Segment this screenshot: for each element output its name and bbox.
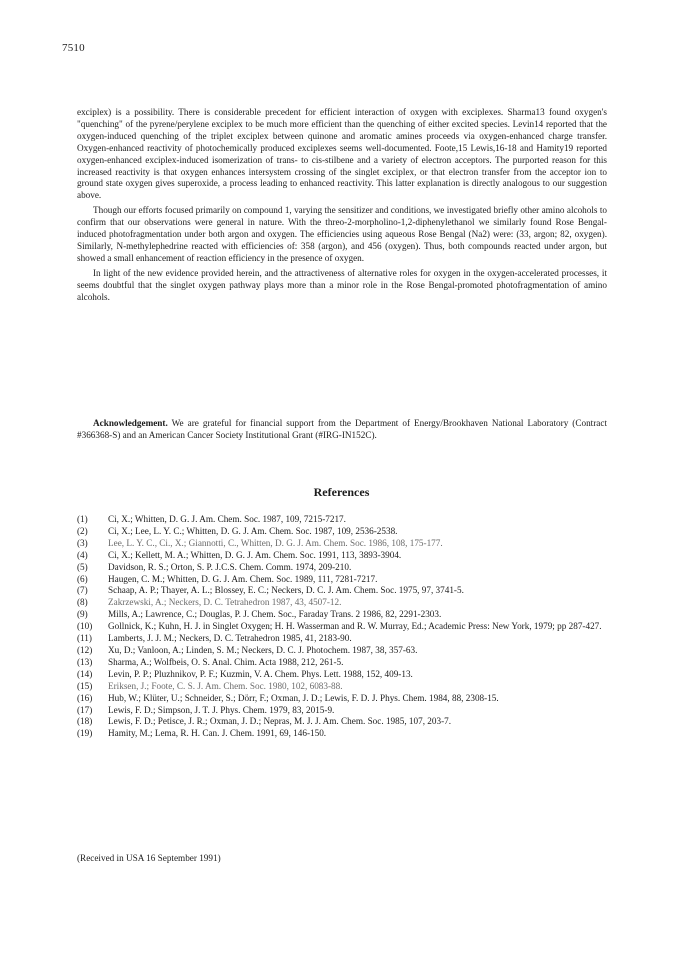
reference-number: (3) [77,537,88,548]
body-paragraph: In light of the new evidence provided herein, and the attractiveness of alternative roles for oxygen in the oxygen-accelerated processes, it seems doubtful that the singlet oxygen pathway plays more than a minor role in the Rose Bengal-promoted photofragmentation of amino alcohols. [77,267,607,302]
reference-text: Hub, W.; Klüter, U.; Schneider, S.; Dörr, F.; Oxman, J. D.; Lewis, F. D. J. Phys. Chem. 1984, 88, 2308-15. [108,692,499,703]
reference-number: (7) [77,585,88,596]
reference-number: (18) [77,716,93,727]
reference-text: Schaap, A. P.; Thayer, A. L.; Blossey, E. C.; Neckers, D. C. J. Am. Chem. Soc. 1975, 97, 3741-5. [108,585,464,596]
acknowledgement-text: We are grateful for financial support from the Department of Energy/Brookhaven National Laboratory (Contract #366368-S) and an American Cancer Society Institutional Grant (#IRG-IN152C). [77,418,607,440]
reference-item [77,597,617,609]
reference-item [77,693,617,705]
reference-text: Lewis, F. D.; Simpson, J. T. J. Phys. Chem. 1979, 83, 2015-9. [108,704,335,715]
reference-item [77,681,617,693]
reference-number: (15) [77,680,93,691]
reference-number: (10) [77,621,93,632]
reference-number: (11) [77,633,92,644]
body-paragraph: exciplex) is a possibility. There is considerable precedent for efficient interaction of oxygen with exciplexes. Sharma13 found oxygen's "quenching" of the pyrene/perylene exciplex to be much more efficient than the quenching of either excited species. Levin14 reported that the oxygen-induced quenching of the triplet exciplex between quinone and aromatic amines proceeds via oxygen-enhanced charge transfer. Oxygen-enhanced reactivity of photochemically produced exciplexes seems well-documented. Foote,15 Lewis,16-18 and Hamity19 reported oxygen-enhanced exciplex-induced isomerization of trans- to cis-stilbene and a variety of electron acceptors. The purported reason for this increased reactivity is that oxygen enhances intersystem crossing of the singlet exciplex, or that electron transfer from the acceptor ion to ground state oxygen gives superoxide, a process leading to enhanced reactivity. This latter explanation is directly analogous to our suggestion above. [77,107,607,201]
reference-number: (13) [77,656,93,667]
reference-number: (8) [77,597,88,608]
reference-item [77,716,617,728]
reference-item [77,538,617,550]
reference-number: (5) [77,561,88,572]
references-list [77,514,617,740]
reference-number: (14) [77,668,93,679]
reference-text: Ci, X.; Lee, L. Y. C.; Whitten, D. G. J. Am. Chem. Soc. 1987, 109, 2536-2538. [108,525,398,536]
reference-text: Mills, A.; Lawrence, C.; Douglas, P. J. Chem. Soc., Faraday Trans. 2 1986, 82, 2291-2303. [108,609,442,620]
reference-text: Lee, L. Y. C., Ci., X.; Giannotti, C., Whitten, D. G. J. Am. Chem. Soc. 1986, 108, 175-177. [108,537,443,548]
reference-text: Gollnick, K.; Kuhn, H. J. in Singlet Oxygen; H. H. Wasserman and R. W. Murray, Ed.; Academic Press: New York, 1979; pp 287-427. [108,621,602,632]
reference-number: (4) [77,549,88,560]
reference-item [77,550,617,562]
reference-text: Ci, X.; Whitten, D. G. J. Am. Chem. Soc. 1987, 109, 7215-7217. [108,514,346,524]
reference-text: Lewis, F. D.; Petisce, J. R.; Oxman, J. D.; Nepras, M. J. J. Am. Chem. Soc. 1985, 107, 203-7. [108,716,452,727]
reference-number: (19) [77,728,93,739]
reference-item [77,514,617,526]
reference-text: Davidson, R. S.; Orton, S. P. J.C.S. Chem. Comm. 1974, 209-210. [108,561,352,572]
reference-item [77,609,617,621]
reference-item [77,728,617,740]
references-heading: References [313,485,370,499]
reference-item [77,621,617,633]
reference-number: (9) [77,609,88,620]
reference-item [77,657,617,669]
reference-text: Zakrzewski, A.; Neckers, D. C. Tetrahedron 1987, 43, 4507-12. [108,597,342,608]
reference-item [77,562,617,574]
reference-number: (12) [77,644,93,655]
reference-text: Hamity, M.; Lema, R. H. Can. J. Chem. 1991, 69, 146-150. [108,728,327,739]
reference-item [77,645,617,657]
reference-number: (2) [77,525,88,536]
reference-item [77,705,617,717]
reference-item [77,633,617,645]
body-paragraph: Though our efforts focused primarily on compound 1, varying the sensitizer and conditions, we investigated briefly other amino alcohols to confirm that our observations were general in nature. With the threo-2-morpholino-1,2-diphenylethanol we similarly found Rose Bengal-induced photofragmentation under both argon and oxygen. The efficiencies using aqueous Rose Bengal (Na2) were: (33, argon; 82, oxygen). Similarly, N-methylephedrine reacted with efficiencies of: 358 (argon), and 456 (oxygen). Thus, both compounds reacted under argon, but showed a small enhancement of reaction efficiency in the presence of oxygen. [77,205,607,263]
reference-number: (1) [77,514,88,524]
reference-number: (17) [77,704,93,715]
reference-text: Xu, D.; Vanloon, A.; Linden, S. M.; Neckers, D. C. J. Photochem. 1987, 38, 357-63. [108,644,418,655]
reference-text: Levin, P. P.; Pluzhnikov, P. F.; Kuzmin, V. A. Chem. Phys. Lett. 1988, 152, 409-13. [108,668,413,679]
reference-number: (6) [77,573,88,584]
acknowledgement [77,418,607,442]
reference-text: Ci, X.; Kellett, M. A.; Whitten, D. G. J. Am. Chem. Soc. 1991, 113, 3893-3904. [108,549,402,560]
reference-item [77,574,617,586]
reference-item [77,585,617,597]
reference-number: (16) [77,692,93,703]
reference-text: Lamberts, J. J. M.; Neckers, D. C. Tetrahedron 1985, 41, 2183-90. [108,633,352,644]
reference-text: Sharma, A.; Wolfbeis, O. S. Anal. Chim. Acta 1988, 212, 261-5. [108,656,344,667]
reference-item [77,526,617,538]
page-number: 7510 [62,42,85,54]
received-date: (Received in USA 16 September 1991) [77,853,221,863]
reference-text: Eriksen, J.; Foote, C. S. J. Am. Chem. Soc. 1980, 102, 6083-88. [108,680,343,691]
reference-item [77,669,617,681]
reference-text: Haugen, C. M.; Whitten, D. G. J. Am. Chem. Soc. 1989, 111, 7281-7217. [108,573,378,584]
body-text [77,107,607,307]
acknowledgement-label: Acknowledgement. [93,418,168,428]
